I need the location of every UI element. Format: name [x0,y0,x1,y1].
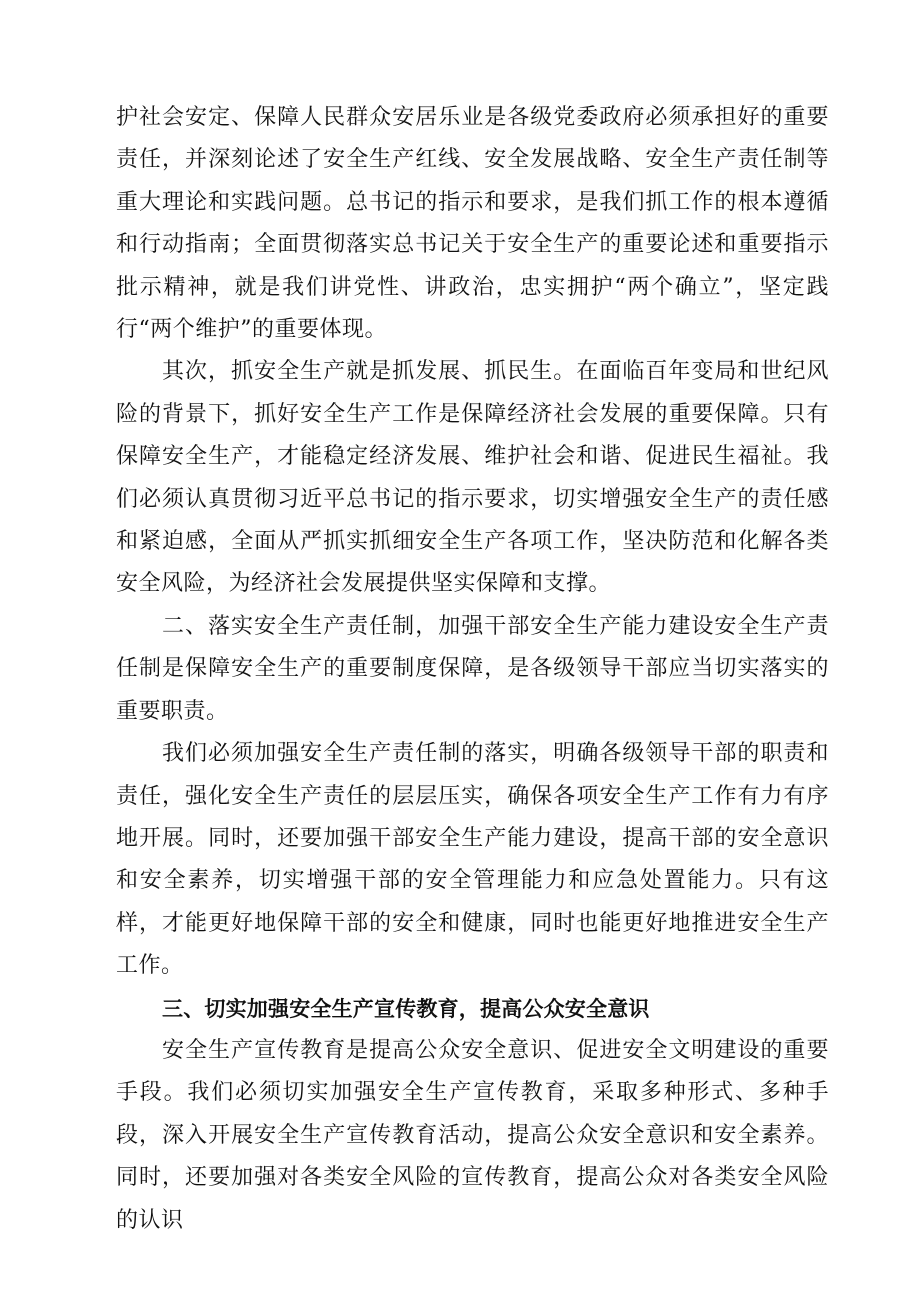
body-paragraph: 二、落实安全生产责任制，加强干部安全生产能力建设安全生产责任制是保障安全生产的重要制度保障，是各级领导干部应当切实落实的重要职责。 [116,613,829,724]
body-paragraph: 我们必须加强安全生产责任制的落实，明确各级领导干部的职责和责任，强化安全生产责任的层层压实，确保各项安全生产工作有力有序地开展。同时，还要加强干部安全生产能力建设，提高干部的安全意识和安全素养，切实增强干部的安全管理能力和应急处置能力。只有这样，才能更好地保障干部的安全和健康，同时也能更好地推进安全生产工作。 [116,741,829,979]
section-heading: 三、切实加强安全生产宣传教育，提高公众安全意识 [162,996,650,1021]
body-paragraph: 护社会安定、保障人民群众安居乐业是各级党委政府必须承担好的重要责任，并深刻论述了安全生产红线、安全发展战略、安全生产责任制等重大理论和实践问题。总书记的指示和要求，是我们抓工作的根本遵循和行动指南；全面贯彻落实总书记关于安全生产的重要论述和重要指示批示精神，就是我们讲党性、讲政治，忠实拥护“两个确立”，坚定践行“两个维护”的重要体现。 [116,105,829,343]
body-paragraph: 安全生产宣传教育是提高公众安全意识、促进安全文明建设的重要手段。我们必须切实加强安全生产宣传教育，采取多种形式、多种手段，深入开展安全生产宣传教育活动，提高公众安全意识和安全素养。同时，还要加强对各类安全风险的宣传教育，提高公众对各类安全风险的认识 [116,1037,829,1233]
body-paragraph: 其次，抓安全生产就是抓发展、抓民生。在面临百年变局和世纪风险的背景下，抓好安全生产工作是保障经济社会发展的重要保障。只有保障安全生产，才能稳定经济发展、维护社会和谐、促进民生福祉。我们必须认真贯彻习近平总书记的指示要求，切实增强安全生产的责任感和紧迫感，全面从严抓实抓细安全生产各项工作，坚决防范和化解各类安全风险，为经济社会发展提供坚实保障和支撑。 [116,359,829,597]
document-page [116,97,829,1242]
